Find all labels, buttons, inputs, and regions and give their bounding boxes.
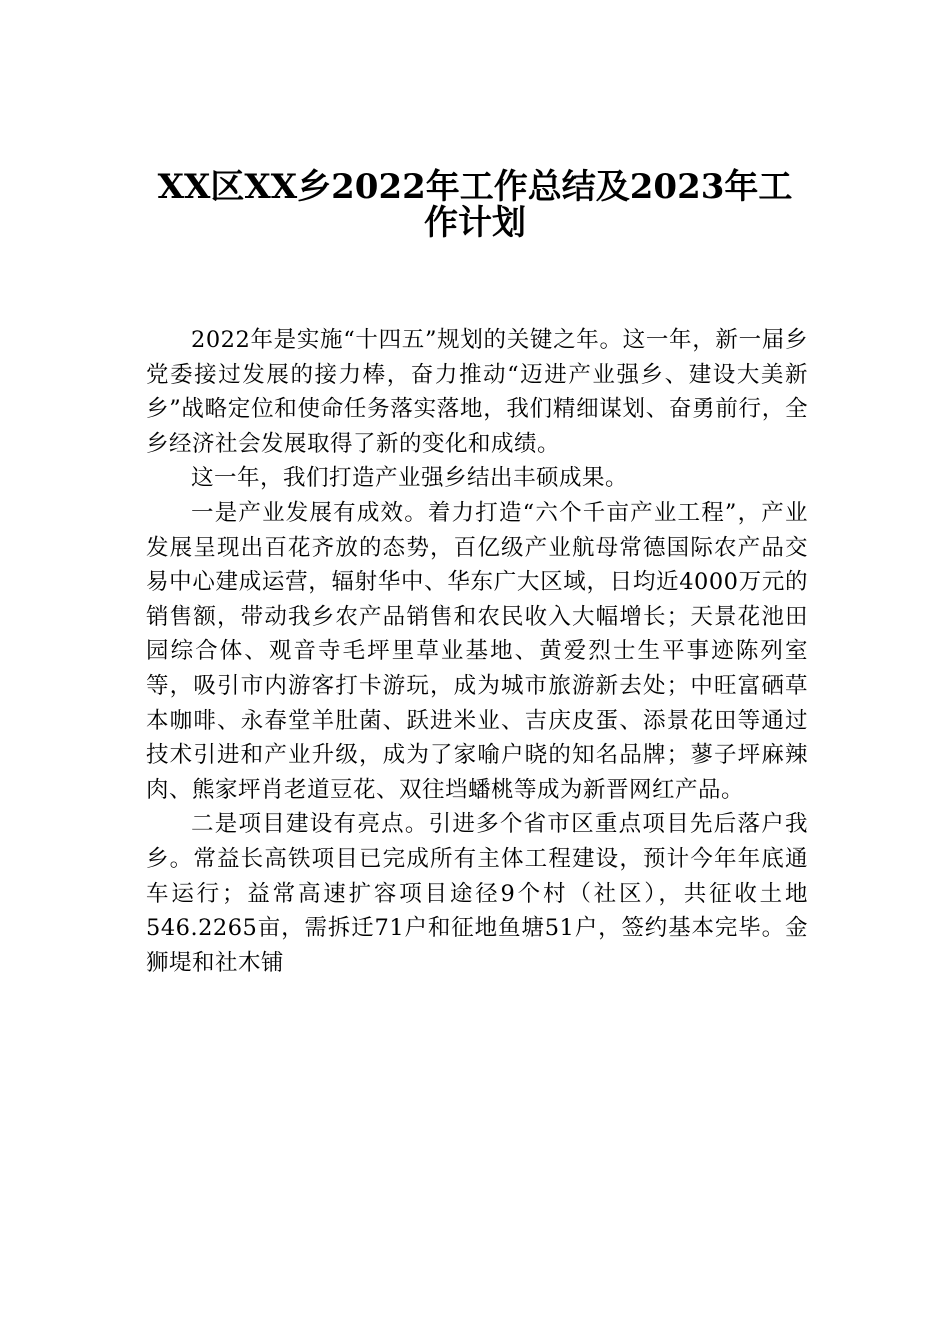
paragraph-projects: 二是项目建设有亮点。引进多个省市区重点项目先后落户我乡。常益长高铁项目已完成所有主体工程建设，预计今年年底通车运行；益常高速扩容项目途径9个村（社区），共征收土地546.2265亩，需拆迁71户和征地鱼塘51户，签约基本完毕。金狮堤和社木铺 [146, 811, 808, 976]
document-title-line-2 [140, 191, 810, 255]
paragraph-industry: 一是产业发展有成效。着力打造“六个千亩产业工程”，产业发展呈现出百花齐放的态势，百亿级产业航母常德国际农产品交易中心建成运营，辐射华中、华东广大区域，日均近4000万元的销售额，带动我乡农产品销售和农民收入大幅增长；天景花池田园综合体、观音寺毛坪里草业基地、黄爱烈士生平事迹陈列室等，吸引市内游客打卡游玩，成为城市旅游新去处；中旺富硒草本咖啡、永春堂羊肚菌、跃进米业、吉庆皮蛋、添景花田等通过技术引进和产业升级，成为了家喻户晓的知名品牌；蓼子坪麻辣肉、熊家坪肖老道豆花、双往垱蟠桃等成为新晋网红产品。 [146, 499, 808, 803]
paragraph-summary: 这一年，我们打造产业强乡结出丰硕成果。 [191, 465, 629, 492]
document-body [146, 323, 808, 980]
paragraph-intro: 2022年是实施“十四五”规划的关键之年。这一年，新一届乡党委接过发展的接力棒，奋力推动“迈进产业强乡、建设大美新乡”战略定位和使命任务落实落地，我们精细谋划、奋勇前行，全乡经济社会发展取得了新的变化和成绩。 [146, 327, 808, 457]
title-text-2: 作计划 [424, 203, 526, 243]
title-text-1: XX区XX乡2022年工作总结及2023年工 [157, 167, 793, 207]
